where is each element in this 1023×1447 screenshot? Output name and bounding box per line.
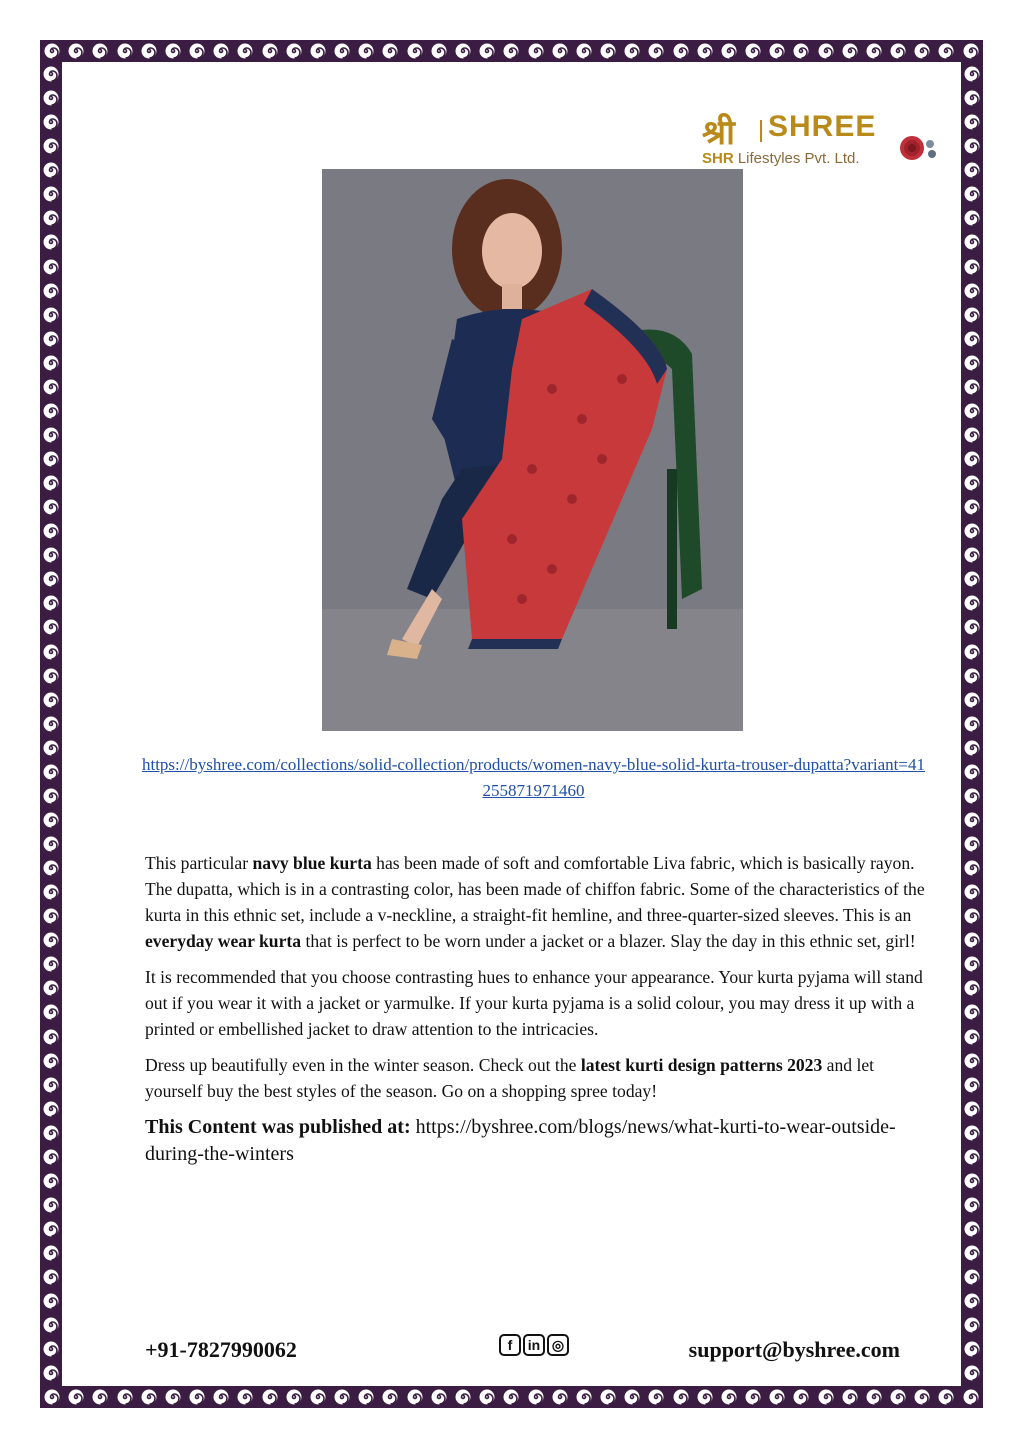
spiral-motif-icon xyxy=(963,739,981,757)
keyword-navy-blue-kurta: navy blue kurta xyxy=(252,853,372,873)
spiral-motif-icon xyxy=(527,42,545,60)
linkedin-icon[interactable]: in xyxy=(523,1334,545,1356)
spiral-motif-icon xyxy=(42,1268,60,1286)
paragraph-2: It is recommended that you choose contrasting hues to enhance your appearance. Your kurta pyjama will stand out if you wear it with a jacket or yarmulke. If your kurta pyjama is a solid colour, you may dress it up with a printed or embellished jacket to draw attention to the intricacies. xyxy=(145,967,923,1039)
spiral-motif-icon xyxy=(454,42,472,60)
spiral-motif-icon xyxy=(792,1388,810,1406)
spiral-motif-icon xyxy=(116,42,134,60)
spiral-motif-icon xyxy=(672,42,690,60)
spiral-motif-icon xyxy=(889,42,907,60)
spiral-motif-icon xyxy=(42,1220,60,1238)
spiral-motif-icon xyxy=(67,1388,85,1406)
spiral-motif-icon xyxy=(42,811,60,829)
shree-logo xyxy=(702,106,942,178)
spiral-motif-icon xyxy=(140,1388,158,1406)
spiral-motif-icon xyxy=(164,1388,182,1406)
spiral-motif-icon xyxy=(963,691,981,709)
spiral-motif-icon xyxy=(963,1052,981,1070)
spiral-motif-icon xyxy=(236,42,254,60)
spiral-motif-icon xyxy=(575,1388,593,1406)
spiral-motif-icon xyxy=(478,1388,496,1406)
spiral-motif-icon xyxy=(42,667,60,685)
spiral-motif-icon xyxy=(913,42,931,60)
spiral-motif-icon xyxy=(963,113,981,131)
p1-text-c: has been made of soft and comfortable Liva fabric, which is basically rayon. The dupatta, which is in a contrasting color, has been made of chiffon fabric. Some of the characteristics of the kurta in this ethnic set, include a v-neckline, a straight-fit hemline, and three-quarter-sized sleeves. This is an xyxy=(145,853,925,925)
spiral-motif-icon xyxy=(430,42,448,60)
spiral-motif-icon xyxy=(963,1340,981,1358)
spiral-motif-icon xyxy=(963,402,981,420)
spiral-motif-icon xyxy=(42,282,60,300)
rose-icon xyxy=(898,132,942,166)
spiral-motif-icon xyxy=(963,787,981,805)
spiral-motif-icon xyxy=(963,1220,981,1238)
spiral-motif-icon xyxy=(140,42,158,60)
spiral-motif-icon xyxy=(42,570,60,588)
border-right xyxy=(961,62,983,1386)
spiral-motif-icon xyxy=(841,1388,859,1406)
published-url[interactable]: https://byshree.com/blogs/news/what-kurti-to-wear-outside-during-the-winters xyxy=(145,1116,896,1165)
spiral-motif-icon xyxy=(261,42,279,60)
instagram-icon[interactable]: ◎ xyxy=(547,1334,569,1356)
spiral-motif-icon xyxy=(963,1196,981,1214)
logo-company xyxy=(702,150,860,167)
page-content xyxy=(62,62,961,1386)
spiral-motif-icon xyxy=(937,1388,955,1406)
spiral-motif-icon xyxy=(963,715,981,733)
spiral-motif-icon xyxy=(768,42,786,60)
spiral-motif-icon xyxy=(42,1196,60,1214)
p3-text-c: and let yourself buy the best styles of the season. Go on a shopping spree today! xyxy=(145,1055,875,1101)
spiral-motif-icon xyxy=(42,258,60,276)
spiral-motif-icon xyxy=(792,42,810,60)
spiral-motif-icon xyxy=(963,883,981,901)
spiral-motif-icon xyxy=(647,42,665,60)
spiral-motif-icon xyxy=(963,330,981,348)
spiral-motif-icon xyxy=(42,1244,60,1262)
spiral-motif-icon xyxy=(963,1364,981,1382)
logo-company-rest: Lifestyles Pvt. Ltd. xyxy=(737,150,860,167)
spiral-motif-icon xyxy=(42,907,60,925)
spiral-motif-icon xyxy=(623,1388,641,1406)
spiral-motif-icon xyxy=(42,763,60,781)
spiral-motif-icon xyxy=(42,546,60,564)
spiral-motif-icon xyxy=(406,1388,424,1406)
spiral-motif-icon xyxy=(913,1388,931,1406)
spiral-motif-icon xyxy=(42,378,60,396)
spiral-motif-icon xyxy=(937,42,955,60)
spiral-motif-icon xyxy=(42,1172,60,1190)
spiral-motif-icon xyxy=(865,1388,883,1406)
spiral-motif-icon xyxy=(42,643,60,661)
spiral-motif-icon xyxy=(42,330,60,348)
spiral-motif-icon xyxy=(962,42,980,60)
spiral-motif-icon xyxy=(285,1388,303,1406)
spiral-motif-icon xyxy=(963,354,981,372)
spiral-motif-icon xyxy=(599,42,617,60)
spiral-motif-icon xyxy=(963,811,981,829)
spiral-motif-icon xyxy=(212,42,230,60)
spiral-motif-icon xyxy=(42,1316,60,1334)
spiral-motif-icon xyxy=(42,209,60,227)
spiral-motif-icon xyxy=(42,113,60,131)
spiral-motif-icon xyxy=(963,137,981,155)
spiral-motif-icon xyxy=(963,233,981,251)
spiral-motif-icon xyxy=(963,522,981,540)
spiral-motif-icon xyxy=(963,1028,981,1046)
spiral-motif-icon xyxy=(42,883,60,901)
spiral-motif-icon xyxy=(963,65,981,83)
spiral-motif-icon xyxy=(551,1388,569,1406)
logo-devanagari: श्री xyxy=(702,113,735,153)
border-bottom xyxy=(40,1386,983,1408)
spiral-motif-icon xyxy=(261,1388,279,1406)
spiral-motif-icon xyxy=(236,1388,254,1406)
spiral-motif-icon xyxy=(285,42,303,60)
spiral-motif-icon xyxy=(963,89,981,107)
footer-email[interactable]: support@byshree.com xyxy=(688,1337,900,1362)
spiral-motif-icon xyxy=(42,1292,60,1310)
spiral-motif-icon xyxy=(963,161,981,179)
spiral-motif-icon xyxy=(647,1388,665,1406)
spiral-motif-icon xyxy=(963,1100,981,1118)
spiral-motif-icon xyxy=(963,209,981,227)
spiral-motif-icon xyxy=(527,1388,545,1406)
spiral-motif-icon xyxy=(42,233,60,251)
spiral-motif-icon xyxy=(963,426,981,444)
spiral-motif-icon xyxy=(963,1124,981,1142)
spiral-motif-icon xyxy=(357,1388,375,1406)
decorative-border xyxy=(40,40,983,1408)
spiral-motif-icon xyxy=(963,763,981,781)
spiral-motif-icon xyxy=(43,1388,61,1406)
spiral-motif-icon xyxy=(963,570,981,588)
spiral-motif-icon xyxy=(42,89,60,107)
spiral-motif-icon xyxy=(188,42,206,60)
spiral-motif-icon xyxy=(963,1148,981,1166)
spiral-motif-icon xyxy=(42,450,60,468)
social-icons xyxy=(499,1334,569,1356)
spiral-motif-icon xyxy=(720,42,738,60)
spiral-motif-icon xyxy=(963,618,981,636)
border-top xyxy=(40,40,983,62)
spiral-motif-icon xyxy=(551,42,569,60)
spiral-motif-icon xyxy=(42,1124,60,1142)
spiral-motif-icon xyxy=(963,979,981,997)
keyword-latest-kurti-design: latest kurti design patterns 2023 xyxy=(580,1055,823,1075)
spiral-motif-icon xyxy=(42,498,60,516)
product-photo xyxy=(322,169,743,731)
spiral-motif-icon xyxy=(889,1388,907,1406)
spiral-motif-icon xyxy=(188,1388,206,1406)
spiral-motif-icon xyxy=(42,354,60,372)
spiral-motif-icon xyxy=(309,42,327,60)
spiral-motif-icon xyxy=(42,1340,60,1358)
spiral-motif-icon xyxy=(744,1388,762,1406)
spiral-motif-icon xyxy=(42,1003,60,1021)
spiral-motif-icon xyxy=(502,1388,520,1406)
spiral-motif-icon xyxy=(42,691,60,709)
spiral-motif-icon xyxy=(696,1388,714,1406)
spiral-motif-icon xyxy=(333,42,351,60)
spiral-motif-icon xyxy=(42,931,60,949)
spiral-motif-icon xyxy=(42,402,60,420)
spiral-motif-icon xyxy=(963,258,981,276)
spiral-motif-icon xyxy=(67,42,85,60)
spiral-motif-icon xyxy=(309,1388,327,1406)
spiral-motif-icon xyxy=(963,835,981,853)
article-body xyxy=(145,850,925,1168)
spiral-motif-icon xyxy=(333,1388,351,1406)
spiral-motif-icon xyxy=(963,474,981,492)
spiral-motif-icon xyxy=(963,1172,981,1190)
spiral-motif-icon xyxy=(963,378,981,396)
footer-phone[interactable]: +91-7827990062 xyxy=(145,1337,297,1362)
spiral-motif-icon xyxy=(42,1076,60,1094)
spiral-motif-icon xyxy=(963,498,981,516)
logo-company-prefix: SHR xyxy=(702,150,734,167)
published-note xyxy=(145,1114,925,1168)
spiral-motif-icon xyxy=(42,1052,60,1070)
spiral-motif-icon xyxy=(623,42,641,60)
spiral-motif-icon xyxy=(963,1292,981,1310)
spiral-motif-icon xyxy=(43,42,61,60)
spiral-motif-icon xyxy=(42,1100,60,1118)
spiral-motif-icon xyxy=(164,42,182,60)
spiral-motif-icon xyxy=(575,42,593,60)
spiral-motif-icon xyxy=(963,1003,981,1021)
spiral-motif-icon xyxy=(502,42,520,60)
spiral-motif-icon xyxy=(42,522,60,540)
spiral-motif-icon xyxy=(478,42,496,60)
keyword-everyday-wear-kurta: everyday wear kurta xyxy=(145,931,302,951)
spiral-motif-icon xyxy=(406,42,424,60)
published-label: This Content was published at: xyxy=(145,1116,411,1138)
spiral-motif-icon xyxy=(42,474,60,492)
spiral-motif-icon xyxy=(963,1316,981,1334)
spiral-motif-icon xyxy=(963,594,981,612)
spiral-motif-icon xyxy=(454,1388,472,1406)
spiral-motif-icon xyxy=(381,1388,399,1406)
spiral-motif-icon xyxy=(42,137,60,155)
spiral-motif-icon xyxy=(357,42,375,60)
spiral-motif-icon xyxy=(42,1148,60,1166)
spiral-motif-icon xyxy=(963,185,981,203)
spiral-motif-icon xyxy=(212,1388,230,1406)
spiral-motif-icon xyxy=(963,450,981,468)
spiral-motif-icon xyxy=(42,185,60,203)
spiral-motif-icon xyxy=(963,306,981,324)
p1-text-a: This particular xyxy=(145,853,253,873)
logo-wordmark: SHREE xyxy=(768,110,877,143)
spiral-motif-icon xyxy=(963,907,981,925)
spiral-motif-icon xyxy=(963,1076,981,1094)
p1-text-e: that is perfect to be worn under a jacket or a blazer. Slay the day in this ethnic set, girl! xyxy=(301,931,916,951)
spiral-motif-icon xyxy=(963,1268,981,1286)
spiral-motif-icon xyxy=(430,1388,448,1406)
spiral-motif-icon xyxy=(963,859,981,877)
spiral-motif-icon xyxy=(720,1388,738,1406)
spiral-motif-icon xyxy=(963,931,981,949)
product-link[interactable]: https://byshree.com/collections/solid-collection/products/women-navy-blue-solid-kurta-trouser-dupatta?variant=41255871971460 xyxy=(141,755,925,800)
spiral-motif-icon xyxy=(42,161,60,179)
spiral-motif-icon xyxy=(817,1388,835,1406)
spiral-motif-icon xyxy=(91,1388,109,1406)
spiral-motif-icon xyxy=(42,1028,60,1046)
p3-text-a: Dress up beautifully even in the winter season. Check out the xyxy=(145,1055,581,1075)
spiral-motif-icon xyxy=(865,42,883,60)
spiral-motif-icon xyxy=(42,306,60,324)
spiral-motif-icon xyxy=(42,65,60,83)
spiral-motif-icon xyxy=(42,618,60,636)
spiral-motif-icon xyxy=(42,715,60,733)
spiral-motif-icon xyxy=(963,1244,981,1262)
spiral-motif-icon xyxy=(817,42,835,60)
spiral-motif-icon xyxy=(963,667,981,685)
spiral-motif-icon xyxy=(116,1388,134,1406)
border-left xyxy=(40,62,62,1386)
spiral-motif-icon xyxy=(963,955,981,973)
spiral-motif-icon xyxy=(599,1388,617,1406)
spiral-motif-icon xyxy=(42,739,60,757)
spiral-motif-icon xyxy=(768,1388,786,1406)
spiral-motif-icon xyxy=(963,282,981,300)
spiral-motif-icon xyxy=(42,594,60,612)
spiral-motif-icon xyxy=(962,1388,980,1406)
spiral-motif-icon xyxy=(381,42,399,60)
spiral-motif-icon xyxy=(963,643,981,661)
paragraph-3 xyxy=(145,1052,925,1104)
logo-divider xyxy=(760,120,762,142)
spiral-motif-icon xyxy=(696,42,714,60)
spiral-motif-icon xyxy=(42,955,60,973)
spiral-motif-icon xyxy=(42,835,60,853)
spiral-motif-icon xyxy=(42,1364,60,1382)
spiral-motif-icon xyxy=(91,42,109,60)
spiral-motif-icon xyxy=(672,1388,690,1406)
spiral-motif-icon xyxy=(42,787,60,805)
paragraph-1 xyxy=(145,850,925,954)
spiral-motif-icon xyxy=(841,42,859,60)
spiral-motif-icon xyxy=(744,42,762,60)
spiral-motif-icon xyxy=(42,859,60,877)
spiral-motif-icon xyxy=(963,546,981,564)
facebook-icon[interactable]: f xyxy=(499,1334,521,1356)
spiral-motif-icon xyxy=(42,426,60,444)
spiral-motif-icon xyxy=(42,979,60,997)
